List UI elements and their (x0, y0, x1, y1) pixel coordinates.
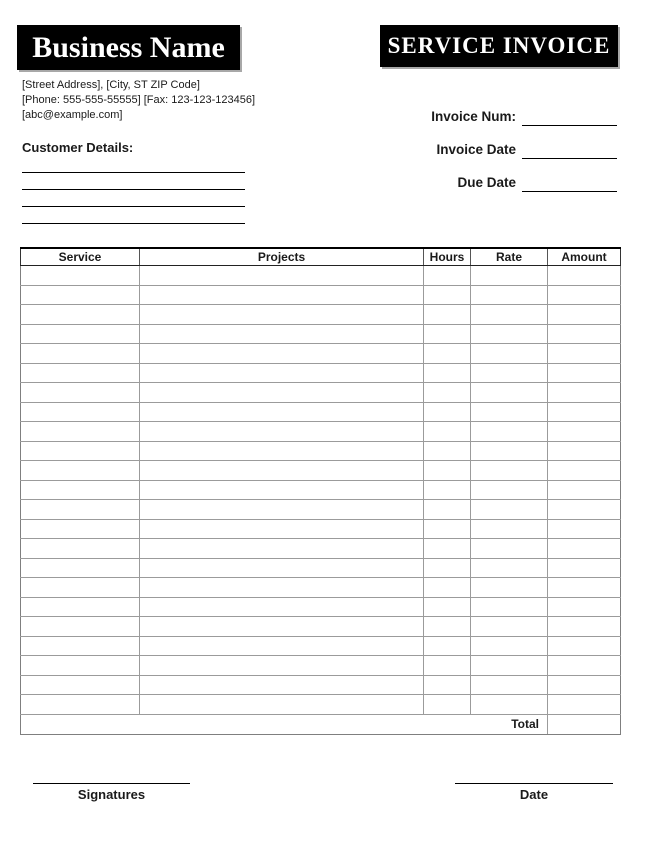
line-items-table (20, 247, 621, 735)
cell-service[interactable] (21, 383, 140, 403)
invoice-field-value-line[interactable] (522, 108, 617, 126)
cell-rate[interactable] (471, 383, 548, 403)
column-header-service: Service (21, 248, 140, 266)
date-block (455, 768, 613, 802)
cell-service[interactable] (21, 285, 140, 305)
cell-amount[interactable] (548, 656, 621, 676)
cell-rate[interactable] (471, 578, 548, 598)
date-label: Date (519, 787, 549, 802)
cell-amount[interactable] (548, 539, 621, 559)
cell-service[interactable] (21, 695, 140, 715)
cell-service[interactable] (21, 617, 140, 637)
cell-rate[interactable] (471, 500, 548, 520)
cell-rate[interactable] (471, 539, 548, 559)
cell-service[interactable] (21, 519, 140, 539)
cell-projects[interactable] (140, 500, 424, 520)
cell-projects[interactable] (140, 617, 424, 637)
cell-projects[interactable] (140, 402, 424, 422)
cell-hours[interactable] (424, 578, 471, 598)
cell-rate[interactable] (471, 402, 548, 422)
cell-rate[interactable] (471, 675, 548, 695)
cell-projects[interactable] (140, 363, 424, 383)
cell-projects[interactable] (140, 285, 424, 305)
cell-rate[interactable] (471, 305, 548, 325)
table-header-row (21, 248, 621, 266)
cell-projects[interactable] (140, 441, 424, 461)
cell-projects[interactable] (140, 480, 424, 500)
cell-hours[interactable] (424, 441, 471, 461)
cell-hours[interactable] (424, 539, 471, 559)
cell-rate[interactable] (471, 636, 548, 656)
invoice-field-value-line[interactable] (522, 141, 617, 159)
document-title-banner (380, 25, 618, 67)
table-row (21, 324, 621, 344)
cell-hours[interactable] (424, 597, 471, 617)
cell-rate[interactable] (471, 519, 548, 539)
customer-detail-line[interactable] (22, 207, 245, 224)
cell-hours[interactable] (424, 695, 471, 715)
table-row (21, 695, 621, 715)
invoice-field-row (431, 172, 617, 192)
cell-service[interactable] (21, 656, 140, 676)
signatures-label: Signatures (77, 787, 146, 802)
cell-service[interactable] (21, 578, 140, 598)
cell-projects[interactable] (140, 519, 424, 539)
table-row (21, 675, 621, 695)
cell-amount[interactable] (548, 519, 621, 539)
cell-projects[interactable] (140, 344, 424, 364)
cell-amount[interactable] (548, 324, 621, 344)
line-items-body (21, 266, 621, 715)
customer-detail-line[interactable] (22, 156, 245, 173)
cell-hours[interactable] (424, 636, 471, 656)
business-address-block (22, 78, 255, 123)
table-row (21, 480, 621, 500)
cell-hours[interactable] (424, 656, 471, 676)
cell-amount[interactable] (548, 480, 621, 500)
cell-service[interactable] (21, 363, 140, 383)
customer-details-label: Customer Details: (22, 140, 134, 155)
table-row (21, 519, 621, 539)
cell-hours[interactable] (424, 266, 471, 286)
total-label: Total (21, 714, 548, 734)
invoice-field-row (431, 139, 617, 159)
cell-service[interactable] (21, 266, 140, 286)
cell-amount[interactable] (548, 363, 621, 383)
cell-service[interactable] (21, 539, 140, 559)
table-row (21, 597, 621, 617)
customer-detail-line[interactable] (22, 190, 245, 207)
cell-projects[interactable] (140, 461, 424, 481)
table-row (21, 636, 621, 656)
cell-hours[interactable] (424, 617, 471, 637)
table-row (21, 539, 621, 559)
email: [abc@example.com] (22, 109, 123, 121)
cell-rate[interactable] (471, 441, 548, 461)
cell-amount[interactable] (548, 344, 621, 364)
table-row (21, 285, 621, 305)
table-row (21, 305, 621, 325)
table-row (21, 266, 621, 286)
cell-service[interactable] (21, 500, 140, 520)
cell-amount[interactable] (548, 578, 621, 598)
cell-hours[interactable] (424, 519, 471, 539)
signature-block (33, 768, 190, 802)
business-name-banner (17, 25, 240, 70)
cell-amount[interactable] (548, 305, 621, 325)
cell-amount[interactable] (548, 266, 621, 286)
cell-rate[interactable] (471, 597, 548, 617)
total-row (21, 714, 621, 734)
cell-amount[interactable] (548, 675, 621, 695)
cell-projects[interactable] (140, 324, 424, 344)
cell-service[interactable] (21, 636, 140, 656)
cell-projects[interactable] (140, 266, 424, 286)
cell-service[interactable] (21, 441, 140, 461)
cell-service[interactable] (21, 461, 140, 481)
cell-amount[interactable] (548, 422, 621, 442)
invoice-field-row (431, 106, 617, 126)
invoice-field-value-line[interactable] (522, 174, 617, 192)
cell-hours[interactable] (424, 324, 471, 344)
cell-service[interactable] (21, 305, 140, 325)
cell-amount[interactable] (548, 402, 621, 422)
invoice-fields (431, 106, 617, 205)
column-header-projects: Projects (140, 248, 424, 266)
cell-amount[interactable] (548, 441, 621, 461)
cell-projects[interactable] (140, 422, 424, 442)
column-header-hours: Hours (424, 248, 471, 266)
cell-rate[interactable] (471, 558, 548, 578)
cell-hours[interactable] (424, 480, 471, 500)
cell-projects[interactable] (140, 656, 424, 676)
cell-service[interactable] (21, 422, 140, 442)
cell-projects[interactable] (140, 578, 424, 598)
cell-hours[interactable] (424, 305, 471, 325)
cell-amount[interactable] (548, 285, 621, 305)
cell-projects[interactable] (140, 695, 424, 715)
invoice-field-label: Invoice Date (436, 142, 516, 157)
cell-hours[interactable] (424, 461, 471, 481)
cell-service[interactable] (21, 597, 140, 617)
table-row (21, 383, 621, 403)
date-line[interactable] (455, 768, 613, 784)
column-header-amount: Amount (548, 248, 621, 266)
cell-amount[interactable] (548, 558, 621, 578)
customer-details-lines (22, 156, 245, 224)
signature-line[interactable] (33, 768, 190, 784)
cell-projects[interactable] (140, 305, 424, 325)
cell-hours[interactable] (424, 383, 471, 403)
cell-service[interactable] (21, 558, 140, 578)
table-row (21, 461, 621, 481)
table-row (21, 363, 621, 383)
cell-service[interactable] (21, 402, 140, 422)
column-header-rate: Rate (471, 248, 548, 266)
table-row (21, 441, 621, 461)
cell-amount[interactable] (548, 500, 621, 520)
cell-service[interactable] (21, 324, 140, 344)
cell-rate[interactable] (471, 363, 548, 383)
cell-amount[interactable] (548, 597, 621, 617)
cell-projects[interactable] (140, 558, 424, 578)
document-title: SERVICE INVOICE (387, 33, 611, 58)
business-name: Business Name (32, 30, 225, 64)
cell-projects[interactable] (140, 597, 424, 617)
table-row (21, 656, 621, 676)
cell-hours[interactable] (424, 402, 471, 422)
cell-hours[interactable] (424, 422, 471, 442)
cell-service[interactable] (21, 675, 140, 695)
cell-hours[interactable] (424, 285, 471, 305)
customer-detail-line[interactable] (22, 173, 245, 190)
cell-rate[interactable] (471, 480, 548, 500)
cell-hours[interactable] (424, 344, 471, 364)
cell-amount[interactable] (548, 636, 621, 656)
cell-rate[interactable] (471, 617, 548, 637)
street-address: [Street Address], [City, ST ZIP Code] (22, 79, 200, 91)
cell-rate[interactable] (471, 285, 548, 305)
cell-rate[interactable] (471, 324, 548, 344)
phone-fax: [Phone: 555-555-55555] [Fax: 123-123-123456] (22, 94, 256, 106)
cell-amount[interactable] (548, 617, 621, 637)
cell-hours[interactable] (424, 675, 471, 695)
cell-amount[interactable] (548, 461, 621, 481)
table-row (21, 558, 621, 578)
cell-rate[interactable] (471, 695, 548, 715)
table-row (21, 422, 621, 442)
table-row (21, 617, 621, 637)
table-row (21, 344, 621, 364)
invoice-field-label: Invoice Num: (431, 109, 516, 124)
cell-projects[interactable] (140, 636, 424, 656)
table-row (21, 578, 621, 598)
table-row (21, 500, 621, 520)
cell-rate[interactable] (471, 461, 548, 481)
cell-service[interactable] (21, 480, 140, 500)
cell-projects[interactable] (140, 675, 424, 695)
cell-rate[interactable] (471, 266, 548, 286)
cell-service[interactable] (21, 344, 140, 364)
cell-rate[interactable] (471, 422, 548, 442)
cell-hours[interactable] (424, 363, 471, 383)
cell-rate[interactable] (471, 656, 548, 676)
cell-rate[interactable] (471, 344, 548, 364)
cell-projects[interactable] (140, 383, 424, 403)
table-row (21, 402, 621, 422)
cell-amount[interactable] (548, 695, 621, 715)
cell-hours[interactable] (424, 558, 471, 578)
invoice-field-label: Due Date (457, 175, 516, 190)
total-amount-cell[interactable] (548, 714, 621, 734)
cell-hours[interactable] (424, 500, 471, 520)
cell-amount[interactable] (548, 383, 621, 403)
cell-projects[interactable] (140, 539, 424, 559)
